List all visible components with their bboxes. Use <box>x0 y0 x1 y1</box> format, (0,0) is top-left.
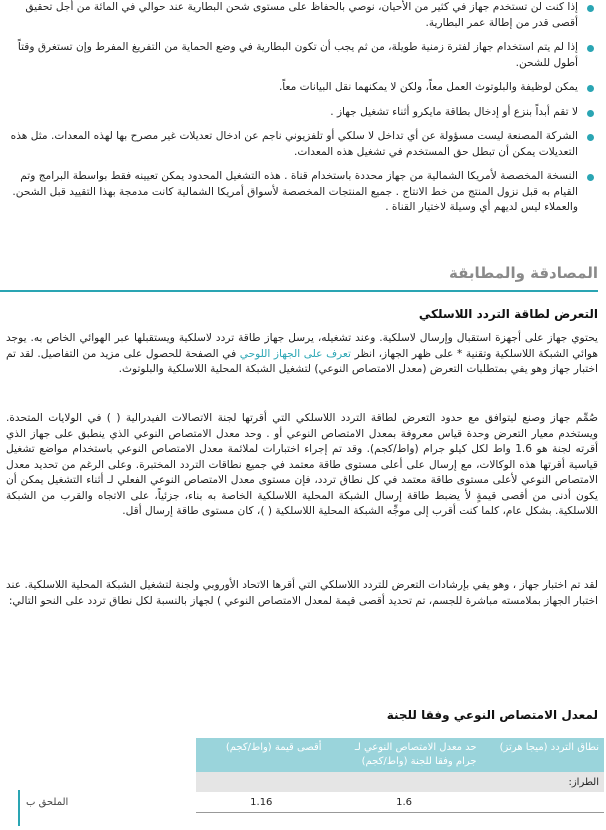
bullet-item <box>6 80 598 96</box>
section-title: المصادقة والمطابقة <box>448 264 598 282</box>
bullet-dot-icon <box>587 110 594 117</box>
footer-divider <box>18 790 20 826</box>
model-label: الطراز: <box>196 772 604 792</box>
rf-paragraph-1 <box>6 331 598 378</box>
rf-paragraph-3: لقد تم اختبار جهاز ، وهو يفي بإرشادات التعرض للتردد اللاسلكي التي أقرها الاتحاد الأوروبي ولجنة لتشغيل الشبكة المحلية اللاسلكية. عند اختبار الجهاز بملامسته مباشرة للجسم، تم تحديد أقصى قيمة لمعدل الامتصاص النوعي ) لجهاز بالنسبة لكل نطاق تردد على النحو التالي: <box>6 579 598 607</box>
bullet-text: إذا لم يتم استخدام جهاز لفترة زمنية طويلة، من ثم يجب أن تكون البطارية في وضع الحماية من التفريغ المفرط وإن تستغرق وقتاً أطول للشحن. <box>17 41 578 69</box>
table-cell: 1.16 <box>196 792 327 813</box>
rf-paragraph-1-text-b: في الصفحة للحصول على مزيد من التفاصيل. لقد تم اختبار جهاز وهو يفي بمتطلبات التعرض (معدل الامتصاص النوعي) لتشغيل الشبكة المحلية اللاسلكية والبلوتوث. <box>6 347 598 375</box>
bullet-list <box>6 0 598 225</box>
bullet-item <box>6 105 598 121</box>
column-header: أقصى قيمة (واط/كجم) <box>196 738 327 772</box>
table-row <box>196 792 604 813</box>
table-cell: 1.6 <box>327 792 482 813</box>
column-header: نطاق التردد (ميجا هرتز) <box>482 738 604 772</box>
bullet-dot-icon <box>587 85 594 92</box>
bullet-dot-icon <box>587 45 594 52</box>
bullet-item <box>6 129 598 160</box>
table-header-row <box>196 738 604 772</box>
model-row <box>196 772 604 792</box>
table-cell <box>482 792 604 813</box>
bullet-item <box>6 0 598 31</box>
bullet-item <box>6 169 598 216</box>
bullet-text: إذا كنت لن تستخدم جهاز في كثير من الأحيان، نوصي بالحفاظ على مستوى شحن البطارية عند حوالي في المائة من أجل تحقيق أقصى قدر من إطالة عمر البطارية. <box>25 1 578 29</box>
bullet-text: الشركة المصنعة ليست مسؤولة عن أي تداخل لا سلكي أو تلفزيوني ناجم عن ادخال تعديلات غير مصرح بها لهذه المعدات. مثل هذه التعديلات يمكن أن تبطل حق المستخدم في تشغيل هذه المعدات. <box>10 130 578 158</box>
device-overview-link[interactable]: تعرف على الجهاز اللوحي <box>239 347 351 360</box>
bullet-dot-icon <box>587 134 594 141</box>
rf-heading: التعرض لطاقة التردد اللاسلكي <box>418 307 598 321</box>
footer-label: الملحق ب <box>26 797 69 808</box>
bullet-text: النسخة المخصصة لأمريكا الشمالية من جهاز محددة باستخدام قناة . هذه التشغيل المحدود يمكن تعيينه فقط بواسطة البرامج وتم القيام به قبل نزول المنتج من خط الانتاج . جميع المنتجات المخصصة لأسواق أمريكا الشمالية كانت مدمجة بهذا التقييد قبل الشحن. والعملاء ليس لديهم أي وسيلة لاختيار القناة . <box>12 170 578 213</box>
section-header <box>0 262 598 292</box>
bullet-text: لا تقم أبداً بنزع أو إدخال بطاقة مايكرو أثناء تشغيل جهاز . <box>330 105 578 118</box>
bullet-text: يمكن لوظيفة والبلوتوث العمل معاً، ولكن لا يمكنهما نقل البيانات معاً. <box>278 81 578 93</box>
table-heading: لمعدل الامتصاص النوعي وفقا للجنة <box>386 708 598 722</box>
rf-paragraph-2: صُمِّم جهاز وصنع ليتوافق مع حدود التعرض لطاقة التردد اللاسلكي التي أقرتها لجنة الاتصالات الفيدرالية ( ) في الولايات المتحدة. ويستخدم معيار التعرض وحدة قياس معروفة بمعدل الامتصاص النوعي أو . وحد معدل الامتصاص النوعي الذي ينطبق على جهاز الذي أقرته لجنة هو 1.6 واط لكل كيلو جرام (واط/كجم). وقد تم إجراء اختبارات لملائمة معدل الامتصاص النوعي باستخدام مواضع تشغيل قياسية أقرتها هذه الوكالات، مع إرسال على أعلى مستوى طاقة معتمد في جميع نطاقات التردد المختبرة. وعلى الرغم من تحديد معدل الامتصاص النوعي لأعلى مستوى طاقة معتمد في كل نطاق تردد، فإن مستوى معدل الامتصاص النوعي الفعلي لـ أثناء التشغيل يمكن أن يكون أدنى من أقصى قيمةٍ لأ يضبط طاقة إرسال الشبكة المحلية اللاسلكية الخاصة به بناء، جزئياً، على الاتجاه والقرب من الشبكة اللاسلكية. بشكل عام، كلما كنت أقرب إلى موجِّه الشبكة المحلية اللاسلكية ( )، كان مستوى طاقة إرسال أقل. <box>6 412 598 517</box>
bullet-item <box>6 40 598 71</box>
rf-paragraph-1-text-a: يحتوي جهاز على أجهزة استقبال وإرسال لاسلكية. وعند تشغيله، يرسل جهاز طاقة تردد لاسلكية ويستقبلها عبر الهوائي الخاص به. يوجد هوائي الشبكة اللاسلكية وتقنية * على ظهر الجهاز، انظر <box>6 332 598 360</box>
bullet-dot-icon <box>587 5 594 12</box>
column-header: حد معدل الامتصاص النوعي لـ جرام وفقا للجنة (واط/كجم) <box>327 738 482 772</box>
sar-table <box>196 738 604 813</box>
bullet-dot-icon <box>587 174 594 181</box>
